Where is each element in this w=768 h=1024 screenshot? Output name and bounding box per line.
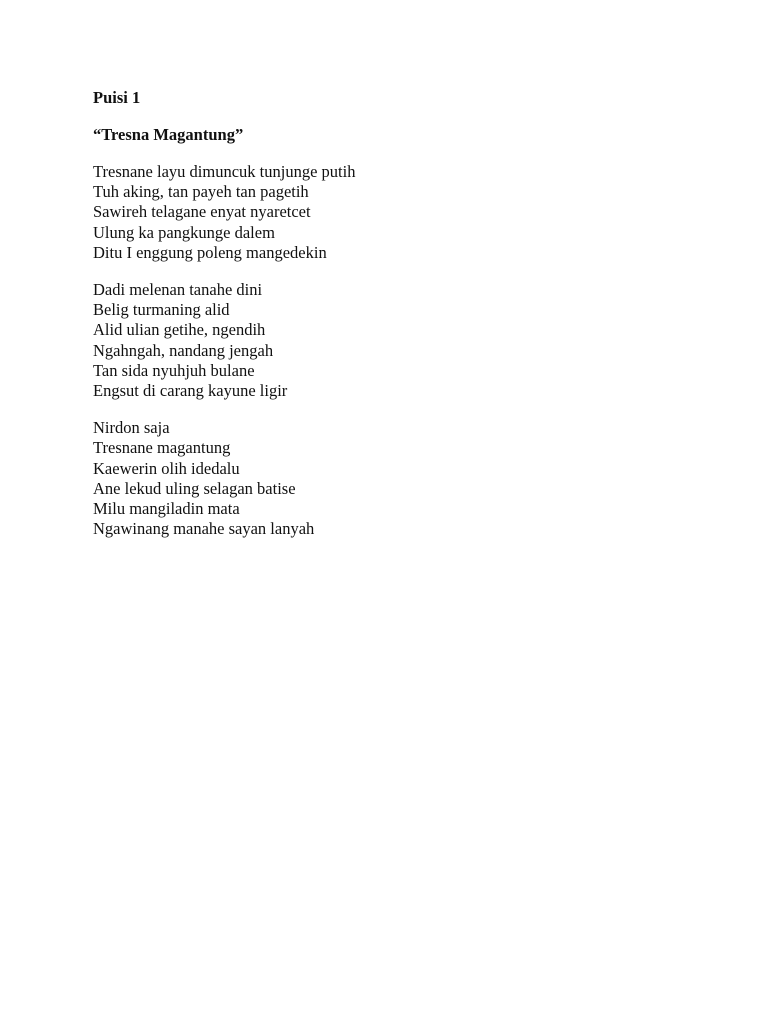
poem-line: Nirdon saja [93,418,170,438]
document-heading: Puisi 1 [93,88,141,107]
document-page [93,88,713,539]
poem-line: Sawireh telagane enyat nyaretcet [93,202,311,222]
poem-title: “Tresna Magantung” [93,125,244,144]
poem-line: Tan sida nyuhjuh bulane [93,360,255,380]
poem-line: Engsut di carang kayune ligir [93,381,288,401]
poem-line: Kaewerin olih idedalu [93,458,240,478]
poem-line: Dadi melenan tanahe dini [93,280,263,300]
poem-line: Ane lekud uling selagan batise [93,478,296,498]
poem-line: Tresnane magantung [93,438,231,458]
poem-line: Belig turmaning alid [93,300,230,320]
stanza-1 [93,162,713,263]
poem-line: Milu mangiladin mata [93,499,240,519]
poem-line: Alid ulian getihe, ngendih [93,320,266,340]
poem-line: Ditu I enggung poleng mangedekin [93,242,327,262]
poem-line: Ngawinang manahe sayan lanyah [93,519,315,539]
stanza-3 [93,418,713,539]
poem-line: Ngahngah, nandang jengah [93,340,274,360]
poem-line: Ulung ka pangkunge dalem [93,222,275,242]
stanza-2 [93,280,713,401]
poem-line: Tuh aking, tan payeh tan pagetih [93,182,309,202]
poem-line: Tresnane layu dimuncuk tunjunge putih [93,162,356,181]
